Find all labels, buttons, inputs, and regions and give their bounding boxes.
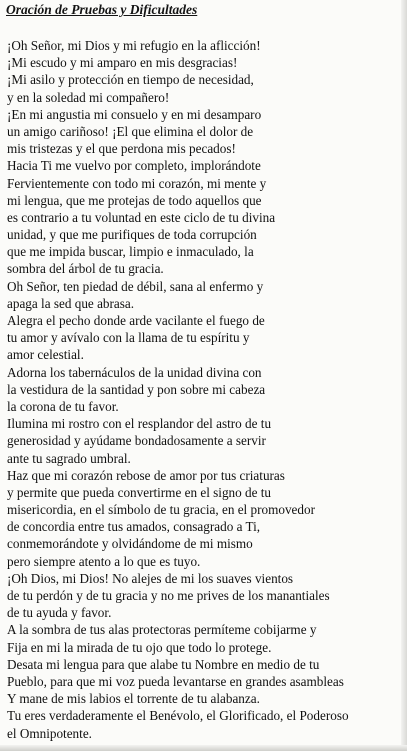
prayer-line: Adorna los tabernáculos de la unidad divina con xyxy=(7,364,262,380)
prayer-line: y en la soledad mi compañero! xyxy=(7,89,170,105)
prayer-line: y permite que pueda convertirme en el signo de tu xyxy=(7,484,272,500)
prayer-line: ¡Mi asilo y protección en tiempo de necesidad, xyxy=(7,72,254,88)
prayer-line: Alegra el pecho donde arde vacilante el fuego de xyxy=(7,313,265,328)
prayer-line: Fervientemente con todo mi corazón, mi mente y xyxy=(7,175,267,191)
prayer-line: Pueblo, para que mi voz pueda levantarse en grandes asambleas xyxy=(7,673,344,689)
prayer-line: tu amor y avívalo con la llama de tu espíritu y xyxy=(7,330,250,346)
prayer-line: de tu ayuda y favor. xyxy=(7,605,112,621)
prayer-line: ¡En mi angustia mi consuelo y en mi desamparo xyxy=(7,106,262,122)
prayer-line: de concordia entre tus amados, consagrado a Ti, xyxy=(7,519,261,535)
prayer-line: mis tristezas y el que perdona mis pecados! xyxy=(7,141,236,157)
prayer-line: Tu eres verdaderamente el Benévolo, el Glorificado, el Poderoso xyxy=(7,708,349,724)
prayer-line: sombra del árbol de tu gracia. xyxy=(7,261,164,277)
prayer-line: un amigo cariñoso! ¡El que elimina el dolor de xyxy=(7,123,254,139)
prayer-line: que me impida buscar, limpio e inmaculado, la xyxy=(7,244,254,260)
prayer-line: la corona de tu favor. xyxy=(7,398,119,414)
page-edge-shadow-right xyxy=(401,0,407,751)
prayer-line: apaga la sed que abrasa. xyxy=(7,295,135,311)
prayer-line: Ilumina mi rostro con el resplandor del astro de tu xyxy=(7,416,272,432)
prayer-line: amor celestial. xyxy=(7,347,84,363)
prayer-line: unidad, y que me purifiques de toda corrupción xyxy=(7,227,257,243)
prayer-line: Hacia Ti me vuelvo por completo, implorándote xyxy=(7,158,261,174)
prayer-line: ante tu sagrado umbral. xyxy=(7,450,131,466)
prayer-title: Oración de Pruebas y Dificultades xyxy=(6,2,198,17)
prayer-line: ¡Oh Señor, mi Dios y mi refugio en la aflicción! xyxy=(7,38,261,53)
prayer-line: la vestidura de la santidad y pon sobre mi cabeza xyxy=(7,381,266,397)
prayer-line: misericordia, en el símbolo de tu gracia, en el promovedor xyxy=(7,502,315,518)
prayer-line: ¡Oh Dios, mi Dios! No alejes de mi los suaves vientos xyxy=(7,570,294,586)
prayer-line: ¡Mi escudo y mi amparo en mis desgracias! xyxy=(7,55,238,71)
prayer-line: es contrario a tu voluntad en este ciclo de tu divina xyxy=(7,209,276,225)
prayer-line: conmemorándote y olvidándome de mi mismo xyxy=(7,536,253,552)
prayer-line: mi lengua, que me protejas de todo aquellos que xyxy=(7,192,262,208)
prayer-line: el Omnipotente. xyxy=(7,725,92,741)
prayer-line: Fija en mi la mirada de tu ojo que todo lo protege. xyxy=(7,639,272,655)
prayer-line: Y mane de mis labios el torrente de tu alabanza. xyxy=(7,691,260,707)
prayer-line: de tu perdón y de tu gracia y no me prives de los manantiales xyxy=(7,588,330,603)
prayer-line: generosidad y ayúdame bondadosamente a servir xyxy=(7,433,266,449)
prayer-line: pero siempre atento a lo que es tuyo. xyxy=(7,553,201,569)
page-edge-shadow-bottom xyxy=(0,745,407,751)
prayer-text xyxy=(7,37,405,742)
prayer-line: Oh Señor, ten piedad de débil, sana al enfermo y xyxy=(7,278,264,294)
prayer-line: Desata mi lengua para que alabe tu Nombre en medio de tu xyxy=(7,656,320,672)
prayer-line: Haz que mi corazón rebose de amor por tus criaturas xyxy=(7,467,285,483)
prayer-line: A la sombra de tus alas protectoras permíteme cobijarme y xyxy=(7,622,317,638)
